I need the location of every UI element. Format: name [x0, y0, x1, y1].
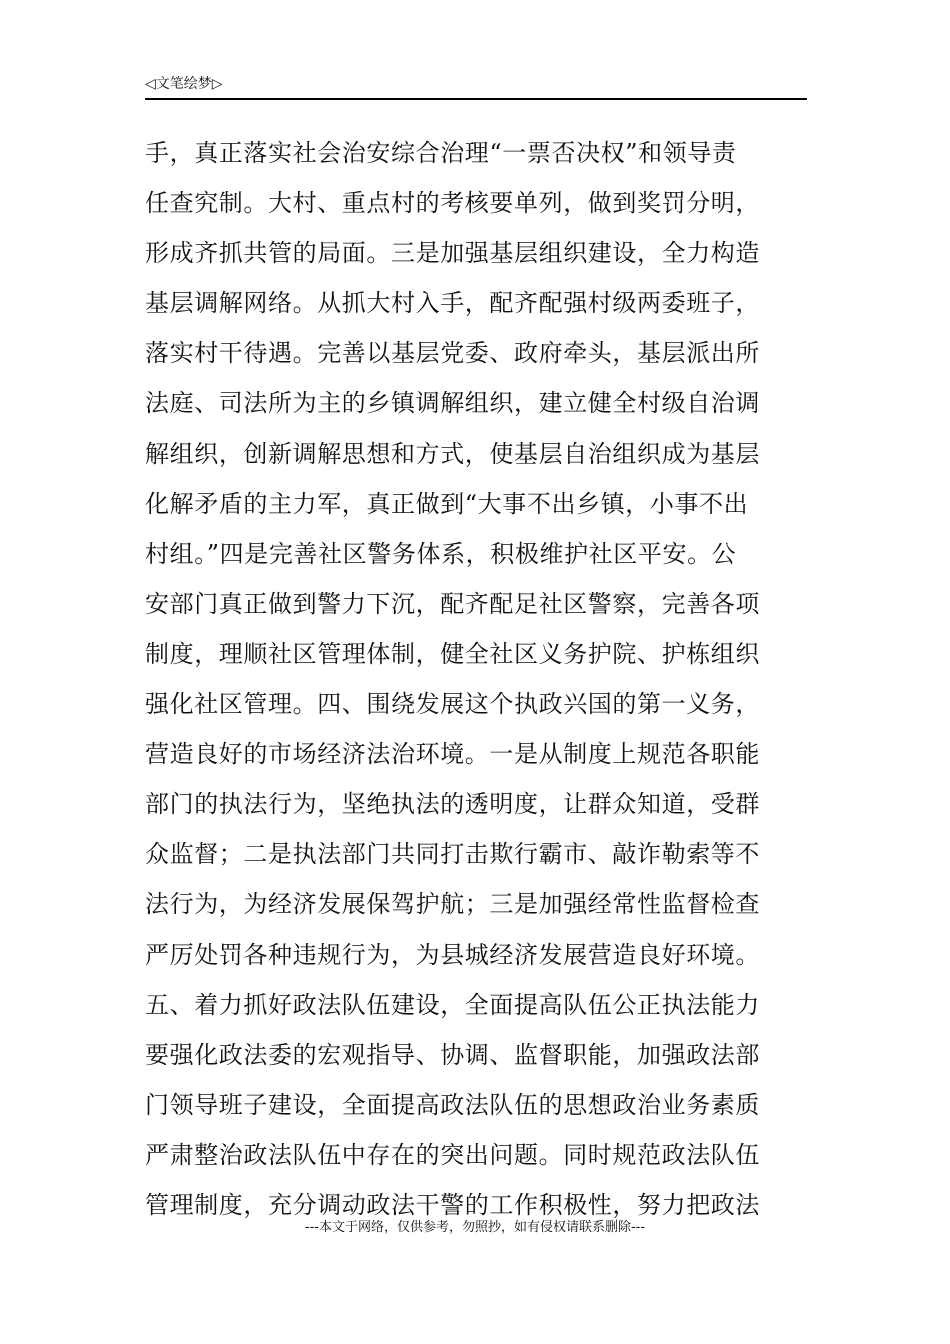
body-line: 基层调解网络。从抓大村入手，配齐配强村级两委班子， [145, 289, 760, 318]
body-line: 解组织，创新调解思想和方式，使基层自治组织成为基层 [145, 439, 760, 468]
body-line: 村组。”四是完善社区警务体系，积极维护社区平安。公 [145, 539, 737, 568]
page-footer: ---本文于网络，仅供参考，勿照抄，如有侵权请联系删除--- [304, 1220, 646, 1235]
body-line: 法行为，为经济发展保驾护航；三是加强经常性监督检查 [145, 890, 760, 919]
body-line: 手，真正落实社会治安综合治理“一票否决权”和领导责 [145, 139, 737, 167]
body-line: 管理制度，充分调动政法干警的工作积极性，努力把政法 [145, 1190, 760, 1219]
body-line: 制度，理顺社区管理体制，健全社区义务护院、护栋组织 [145, 639, 760, 668]
header-title: ◁文笔绘梦▷ [145, 76, 223, 92]
document-body [145, 128, 809, 1230]
body-line: 落实村干待遇。完善以基层党委、政府牵头，基层派出所 [145, 339, 760, 368]
body-line: 部门的执法行为，坚绝执法的透明度，让群众知道，受群 [145, 790, 760, 819]
body-line: 化解矛盾的主力军，真正做到“大事不出乡镇，小事不出 [145, 489, 749, 518]
body-line: 法庭、司法所为主的乡镇调解组织，建立健全村级自治调 [145, 389, 760, 418]
body-line: 门领导班子建设，全面提高政法队伍的思想政治业务素质 [145, 1090, 760, 1119]
body-line: 严肃整治政法队伍中存在的突出问题。同时规范政法队伍 [145, 1140, 760, 1169]
body-line: 强化社区管理。四、围绕发展这个执政兴国的第一义务， [145, 690, 760, 719]
body-line: 众监督；二是执法部门共同打击欺行霸市、敲诈勒索等不 [145, 840, 760, 869]
body-line: 营造良好的市场经济法治环境。一是从制度上规范各职能 [145, 740, 760, 769]
body-line: 安部门真正做到警力下沉，配齐配足社区警察，完善各项 [145, 589, 760, 618]
body-line: 形成齐抓共管的局面。三是加强基层组织建设，全力构造 [145, 239, 760, 268]
body-line: 任查究制。大村、重点村的考核要单列，做到奖罚分明， [145, 189, 760, 218]
body-line: 五、着力抓好政法队伍建设，全面提高队伍公正执法能力 [145, 990, 760, 1019]
page-header [145, 74, 807, 100]
body-line: 严厉处罚各种违规行为，为县城经济发展营造良好环境。 [145, 940, 760, 969]
body-line: 要强化政法委的宏观指导、协调、监督职能，加强政法部 [145, 1040, 760, 1069]
